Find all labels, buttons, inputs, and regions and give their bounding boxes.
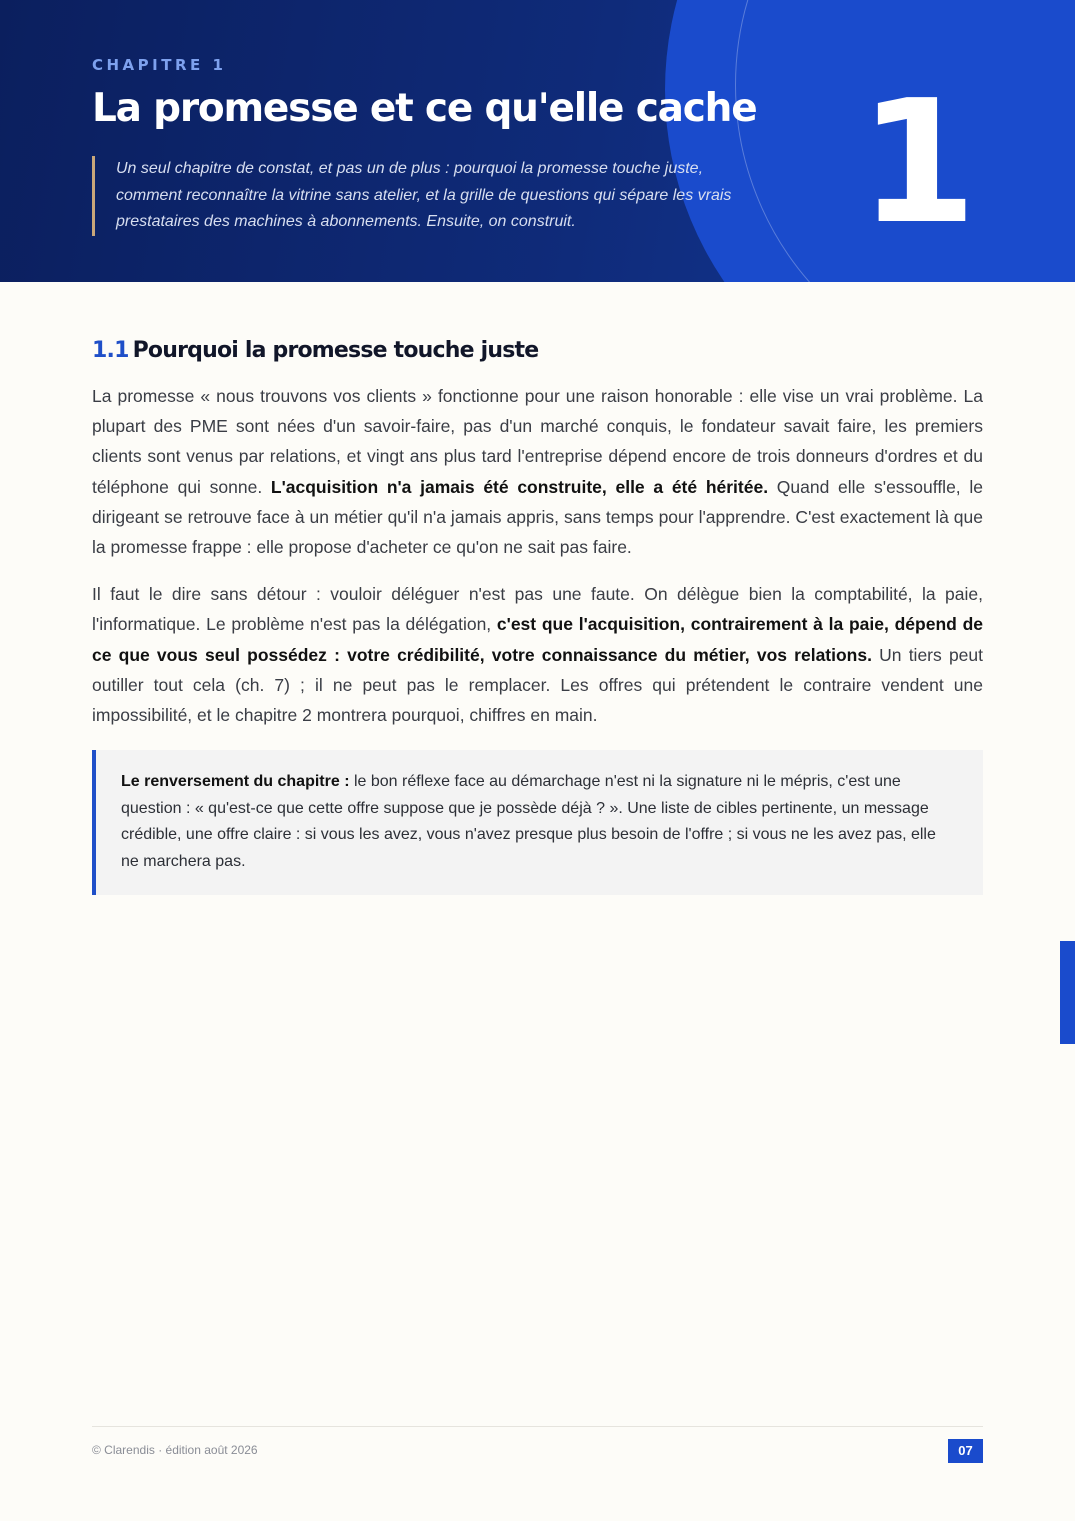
chapter-title: La promesse et ce qu'elle cache [92, 86, 757, 131]
chapter-side-tab [1060, 941, 1075, 1044]
callout-text: le bon réflexe face au démarchage n'est ni la signature ni le mépris, c'est une question : « qu'est-ce que cette offre suppose que je possède déjà ? ». Une liste de cibles pertinente, un message crédible, une offre claire : si vous les avez, vous n'avez presque plus besoin de l'offre ; si vous ne les avez pas, elle ne marchera pas. [121, 773, 936, 871]
paragraph-1-emphasis: L'acquisition n'a jamais été construite, elle a été héritée. [270, 476, 769, 497]
page-number-badge: 07 [948, 1439, 983, 1463]
chapter-number: 1 [858, 64, 977, 262]
paragraph-1-text-a: La promesse « nous trouvons vos clients » fonctionne pour une raison honorable : elle vise un vrai problème. La plupart des PME sont nées d'un savoir-faire, pas d'un marché conquis, le fondateur savait faire, les premiers clients sont venus par relations, et vingt ans plus tard l'entreprise dépend encore de trois donneurs d'ordres et du téléphone qui sonne. [92, 386, 983, 497]
paragraph-2-emphasis: c'est que l'acquisition, contrairement à la paie, dépend de ce que vous seul possédez : votre crédibilité, votre connaissance du métier, vos relations. [92, 614, 983, 665]
paragraph-2 [92, 579, 983, 730]
chapter-kicker: CHAPITRE 1 [92, 56, 227, 74]
paragraph-2-text-a: Il faut le dire sans détour : vouloir déléguer n'est pas une faute. On délègue bien la comptabilité, la paie, l'informatique. Le problème n'est pas la délégation, [92, 584, 983, 635]
section-number: 1.1 [92, 338, 129, 363]
section-heading [92, 338, 983, 363]
chapter-lede: Un seul chapitre de constat, et pas un de plus : pourquoi la promesse touche juste, comment reconnaître la vitrine sans atelier, et la grille de questions qui sépare les vrais prestataires des machines à abonnements. Ensuite, on construit. [92, 156, 732, 236]
footer-divider [92, 1426, 983, 1427]
footer-copyright: © Clarendis · édition août 2026 [92, 1443, 258, 1457]
paragraph-1 [92, 381, 983, 562]
section-title: Pourquoi la promesse touche juste [132, 338, 539, 363]
callout-box [92, 750, 983, 894]
paragraph-2-text-b: Un tiers peut outiller tout cela (ch. 7) ; il ne peut pas le remplacer. Les offres qui prétendent le contraire vendent une impossibilité, et le chapitre 2 montrera pourquoi, chiffres en main. [92, 644, 983, 726]
main-content [92, 338, 983, 895]
chapter-header [0, 0, 1075, 282]
paragraph-1-text-b: Quand elle s'essouffle, le dirigeant se retrouve face à un métier qu'il n'a jamais appris, sans temps pour l'apprendre. C'est exactement là que la promesse frappe : elle propose d'acheter ce qu'on ne sait pas faire. [92, 476, 983, 558]
callout-label: Le renversement du chapitre : [121, 773, 350, 791]
